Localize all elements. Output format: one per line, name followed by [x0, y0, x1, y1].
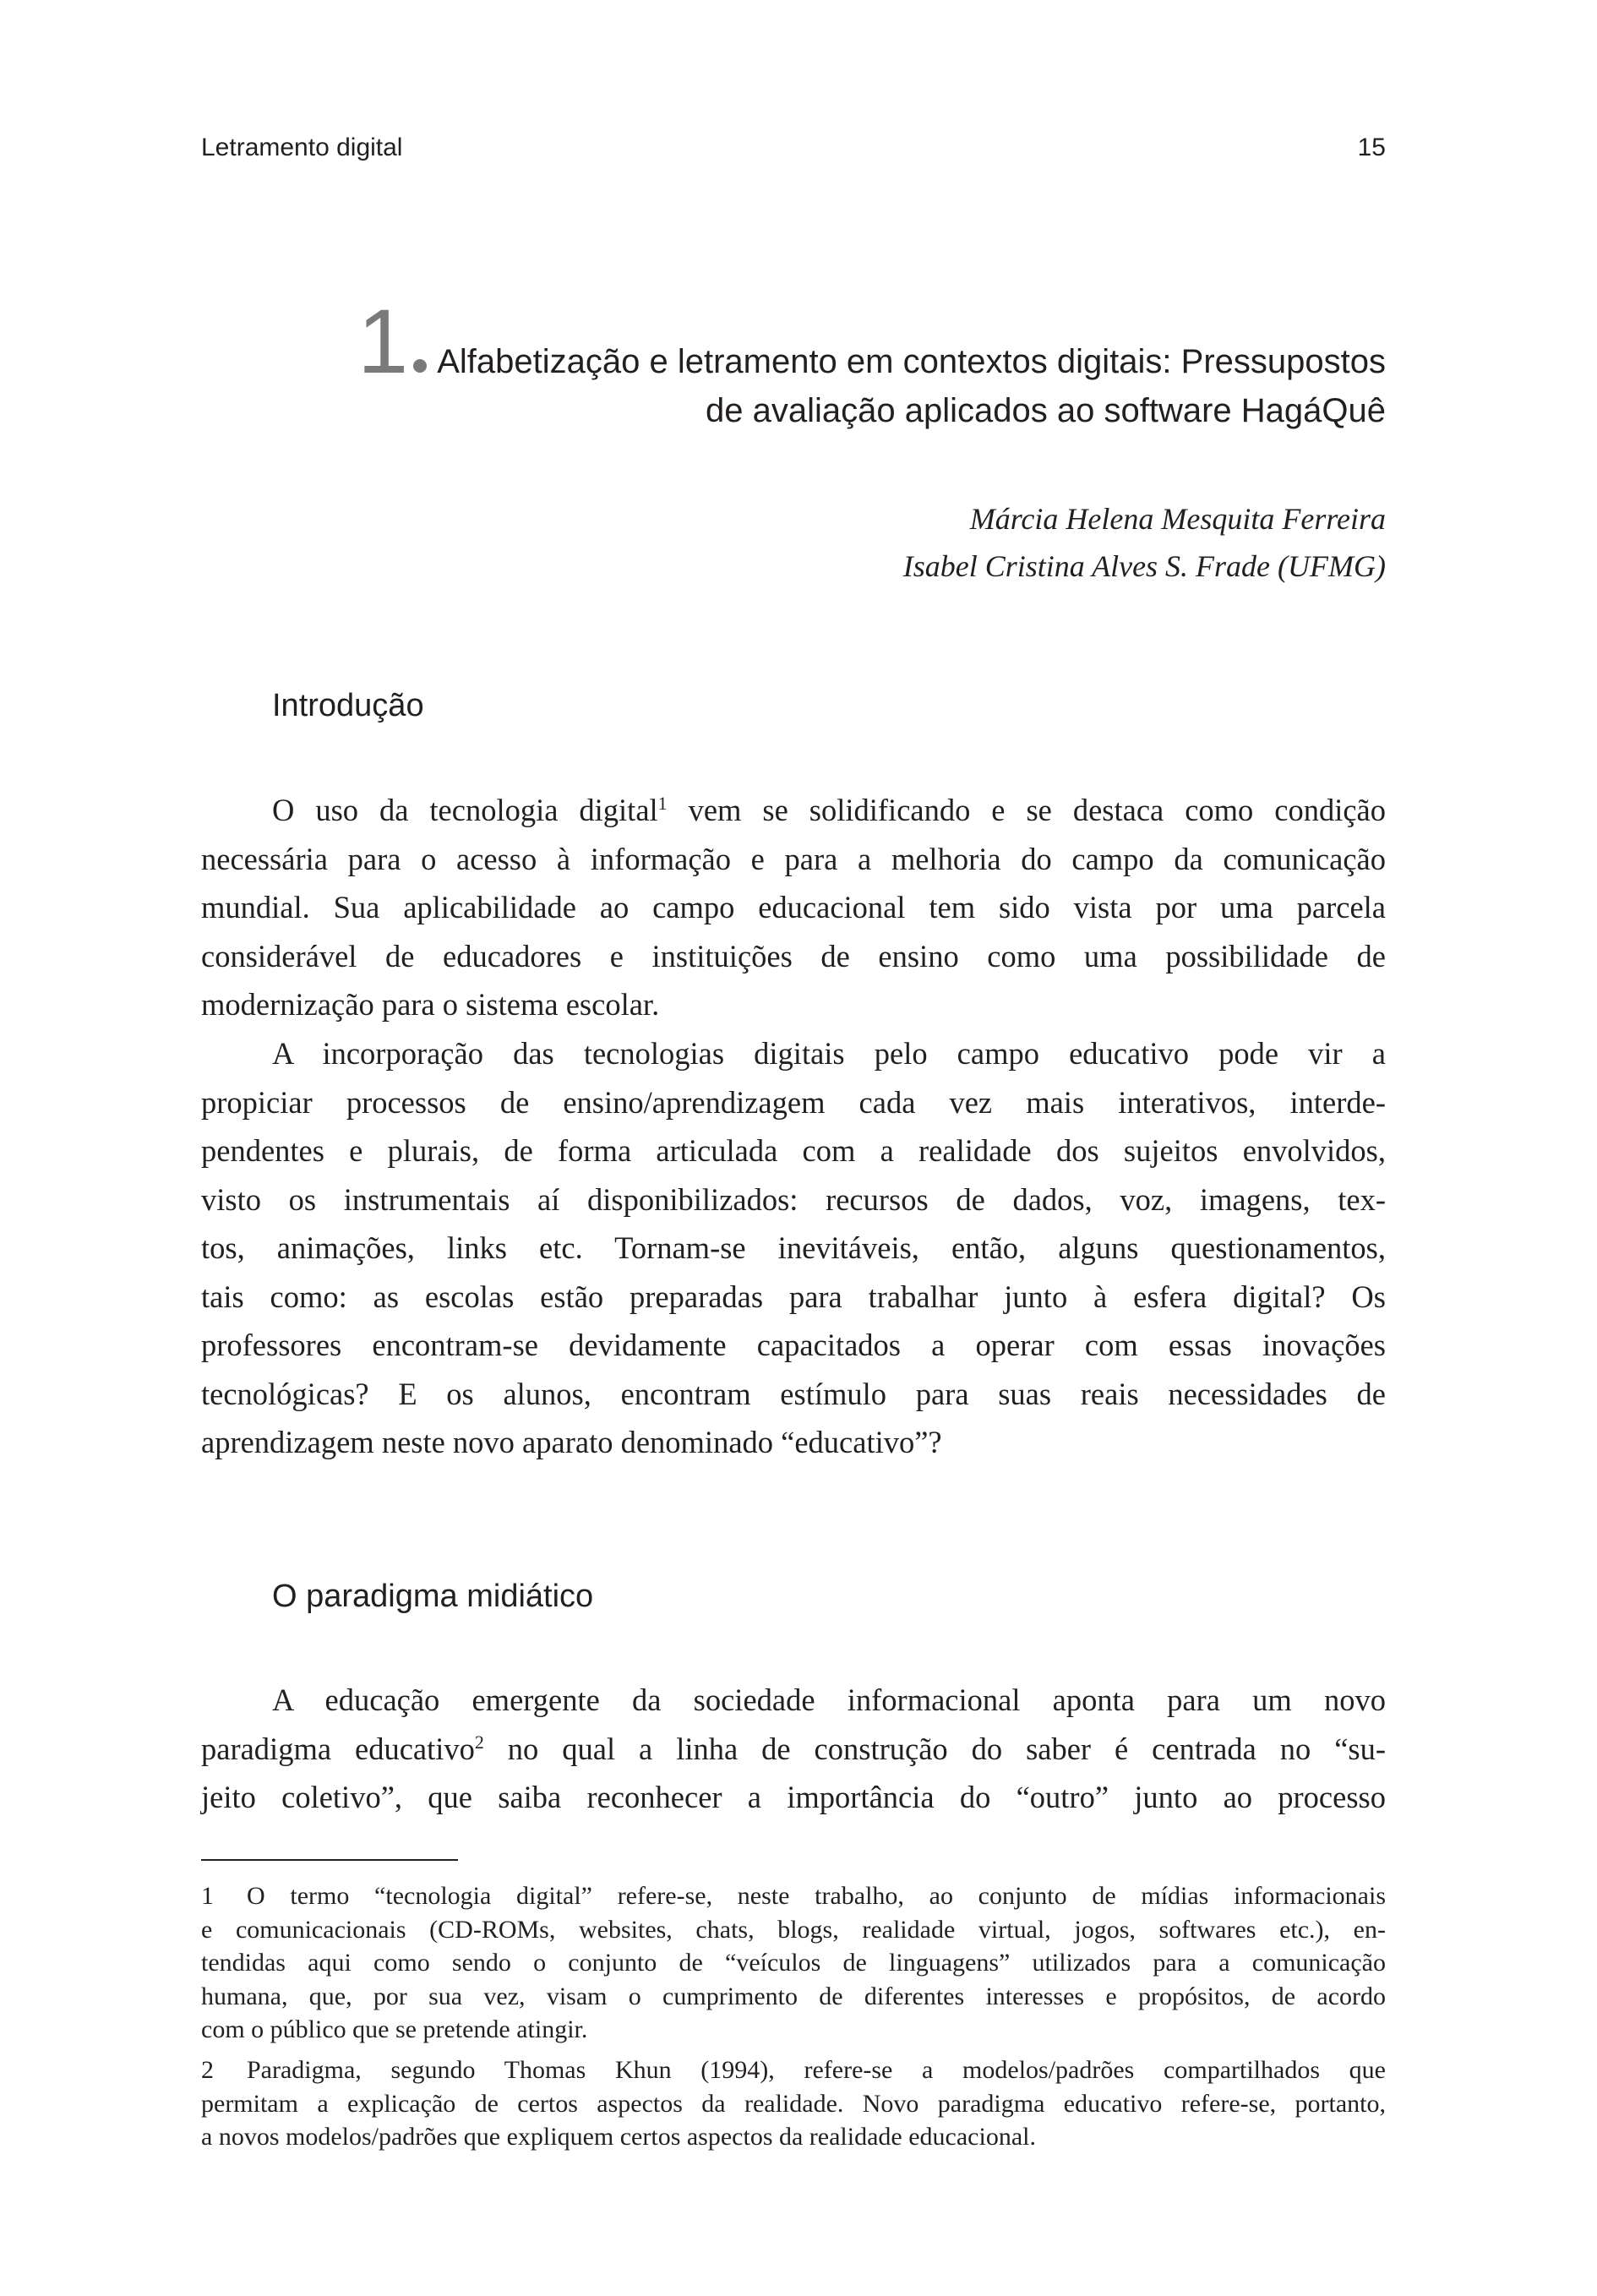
text-line: pendentes e plurais, de forma articulada com a realidade dos sujeitos envolvidos, — [201, 1133, 1386, 1168]
page-number: 15 — [1357, 134, 1386, 161]
text-line: tos, animações, links etc. Tornam-se inevitáveis, então, alguns questionamentos, — [201, 1230, 1386, 1265]
text-line: 2 Paradigma, segundo Thomas Khun (1994), refere-se a modelos/padrões compartilhados que — [201, 2053, 1386, 2087]
chapter-title-line2: de avaliação aplicados ao software HagáQuê — [706, 392, 1386, 429]
text-line: tecnológicas? E os alunos, encontram estímulo para suas reais necessidades de — [201, 1376, 1386, 1411]
text-line: A incorporação das tecnologias digitais pelo campo educativo pode vir a — [272, 1036, 1386, 1071]
authors — [903, 495, 1386, 590]
text-line: visto os instrumentais aí disponibilizados: recursos de dados, voz, imagens, tex- — [201, 1181, 1386, 1217]
running-title: Letramento digital — [201, 134, 403, 161]
text-line: modernização para o sistema escolar. — [201, 987, 660, 1022]
text-line: 1 O termo “tecnologia digital” refere-se, neste trabalho, ao conjunto de mídias informacionais — [201, 1879, 1386, 1913]
text-line: e comunicacionais (CD-ROMs, websites, chats, blogs, realidade virtual, jogos, softwares etc.), en- — [201, 1915, 1386, 1944]
section-heading-paradigm: O paradigma midiático — [272, 1579, 594, 1614]
paragraph-3 — [201, 1676, 1386, 1822]
chapter-title — [279, 290, 1386, 433]
text-line: jeito coletivo”, que saiba reconhecer a importância do “outro” junto ao processo — [201, 1780, 1386, 1814]
text-line: aprendizagem neste novo aparato denominado “educativo”? — [201, 1425, 942, 1459]
text-line: paradigma educativo$^2$ no qual a linha de construção do saber é centrada no “su- — [201, 1731, 1387, 1766]
footnote-ref-1: 1 — [657, 792, 668, 814]
paragraph-1 — [201, 786, 1386, 1029]
text-line: considerável de educadores e instituições de ensino como uma possibilidade de — [201, 938, 1386, 973]
section-heading-introduction: Introdução — [272, 688, 424, 723]
footnote-separator — [201, 1859, 458, 1861]
text-line: A educação emergente da sociedade informacional aponta para um novo — [272, 1682, 1386, 1717]
text-line: O uso da tecnologia digital$^1$ vem se solidificando e se destaca como condição — [272, 792, 1386, 827]
text-line: tendidas aqui como sendo o conjunto de “veículos de linguagens” utilizados para a comunicação — [201, 1949, 1386, 1977]
text-line: propiciar processos de ensino/aprendizagem cada vez mais interativos, interde- — [201, 1084, 1386, 1120]
footnote-1 — [201, 1879, 1386, 2047]
author-name: Isabel Cristina Alves S. Frade (UFMG) — [902, 549, 1386, 583]
text-line: humana, que, por sua vez, visam o cumprimento de diferentes interesses e propósitos, de acordo — [201, 1982, 1386, 2010]
text-line: com o público que se pretende atingir. — [201, 2015, 588, 2043]
footnote-number: 1 — [201, 1882, 214, 1910]
chapter-bullet — [413, 359, 427, 373]
text-line: necessária para o acesso à informação e para a melhoria do campo da comunicação — [201, 841, 1386, 876]
text-line: mundial. Sua aplicabilidade ao campo educacional tem sido vista por uma parcela — [201, 890, 1386, 924]
footnote-2 — [201, 2053, 1386, 2154]
text-line: a novos modelos/padrões que expliquem certos aspectos da realidade educacional. — [201, 2123, 1036, 2151]
text-line: professores encontram-se devidamente capacitados a operar com essas inovações — [201, 1328, 1386, 1362]
chapter-number: 1 — [357, 290, 409, 392]
footnote-ref-2: 2 — [474, 1731, 484, 1753]
text-line: tais como: as escolas estão preparadas para trabalhar junto à esfera digital? Os — [201, 1279, 1386, 1314]
author-name: Márcia Helena Mesquita Ferreira — [969, 502, 1386, 536]
text-line: permitam a explicação de certos aspectos da realidade. Novo paradigma educativo refere-se, portanto, — [201, 2089, 1386, 2118]
paragraph-2 — [201, 1029, 1386, 1467]
footnote-number: 2 — [201, 2056, 214, 2084]
chapter-title-line1: Alfabetização e letramento em contextos digitais: Pressupostos — [437, 343, 1386, 380]
